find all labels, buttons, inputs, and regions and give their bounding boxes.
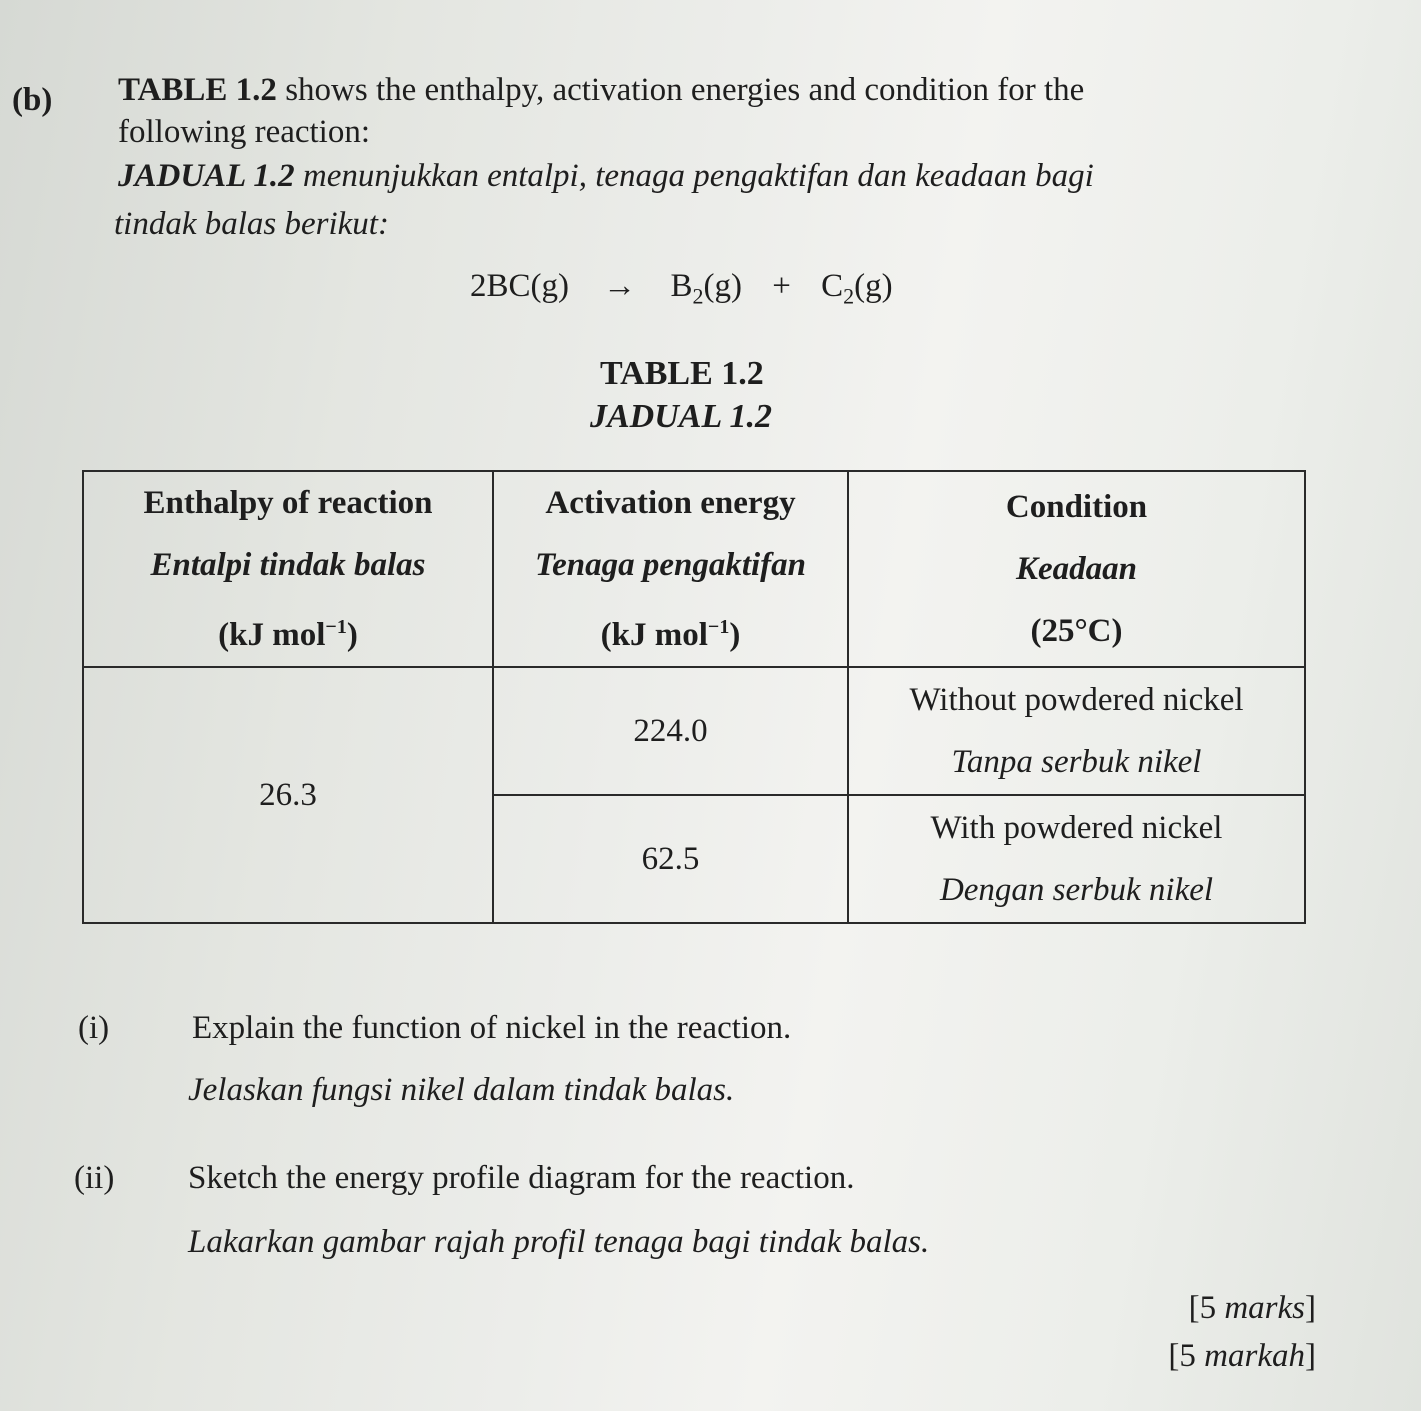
question-label: (b) — [12, 82, 53, 118]
activation-energy-without-catalyst: 224.0 — [493, 667, 848, 795]
condition-without-nickel: Without powdered nickel Tanpa serbuk nikel — [848, 667, 1305, 795]
part-ii-english: Sketch the energy profile diagram for the reaction. — [188, 1160, 855, 1196]
header-enthalpy: Enthalpy of reaction Entalpi tindak balas (kJ mol$^{-1}$) — [83, 471, 493, 667]
enthalpy-value: 26.3 — [83, 667, 493, 923]
part-i-english: Explain the function of nickel in the reaction. — [192, 1010, 792, 1046]
header-activation-energy: Activation energy Tenaga pengaktifan (kJ mol$^{-1}$) — [493, 471, 848, 667]
intro-english-line2: following reaction: — [118, 114, 371, 150]
header-condition: Condition Keadaan (25°C) — [848, 471, 1305, 667]
data-table — [82, 470, 1306, 924]
intro-malay-line1-text: menunjukkan entalpi, tenaga pengaktifan dan keadaan bagi — [294, 158, 1094, 194]
marks-malay: [5 markah] — [1168, 1338, 1316, 1374]
part-ii-malay: Lakarkan gambar rajah profil tenaga bagi tindak balas. — [188, 1224, 930, 1260]
intro-malay-table-ref: JADUAL 1.2 — [118, 158, 295, 194]
chemical-equation — [470, 268, 893, 310]
intro-english-table-ref: TABLE 1.2 — [118, 72, 277, 108]
intro-english-line1 — [118, 72, 1084, 109]
table-row — [83, 667, 1305, 795]
reactant: 2BC(g) — [470, 268, 569, 304]
condition-with-nickel: With powdered nickel Dengan serbuk nikel — [848, 795, 1305, 923]
part-ii-label: (ii) — [74, 1160, 115, 1196]
marks-english: [5 marks] — [1188, 1290, 1316, 1326]
intro-malay-line2: tindak balas berikut: — [114, 206, 389, 242]
product-b2: $B_2(g)$ — [670, 268, 742, 309]
part-i-malay: Jelaskan fungsi nikel dalam tindak balas. — [188, 1072, 735, 1108]
table-caption-english: TABLE 1.2 — [600, 355, 764, 392]
product-c2: $C_2(g)$ — [821, 268, 893, 309]
reaction-arrow: → — [603, 268, 637, 304]
intro-malay-line1 — [118, 158, 1094, 195]
intro-english-line1-text: shows the enthalpy, activation energies and condition for the — [276, 72, 1085, 108]
table-caption-malay: JADUAL 1.2 — [590, 398, 772, 435]
activation-energy-with-catalyst: 62.5 — [493, 795, 848, 923]
table-header-row — [83, 471, 1305, 667]
part-i-label: (i) — [78, 1010, 110, 1046]
plus-sign: + — [772, 268, 791, 304]
